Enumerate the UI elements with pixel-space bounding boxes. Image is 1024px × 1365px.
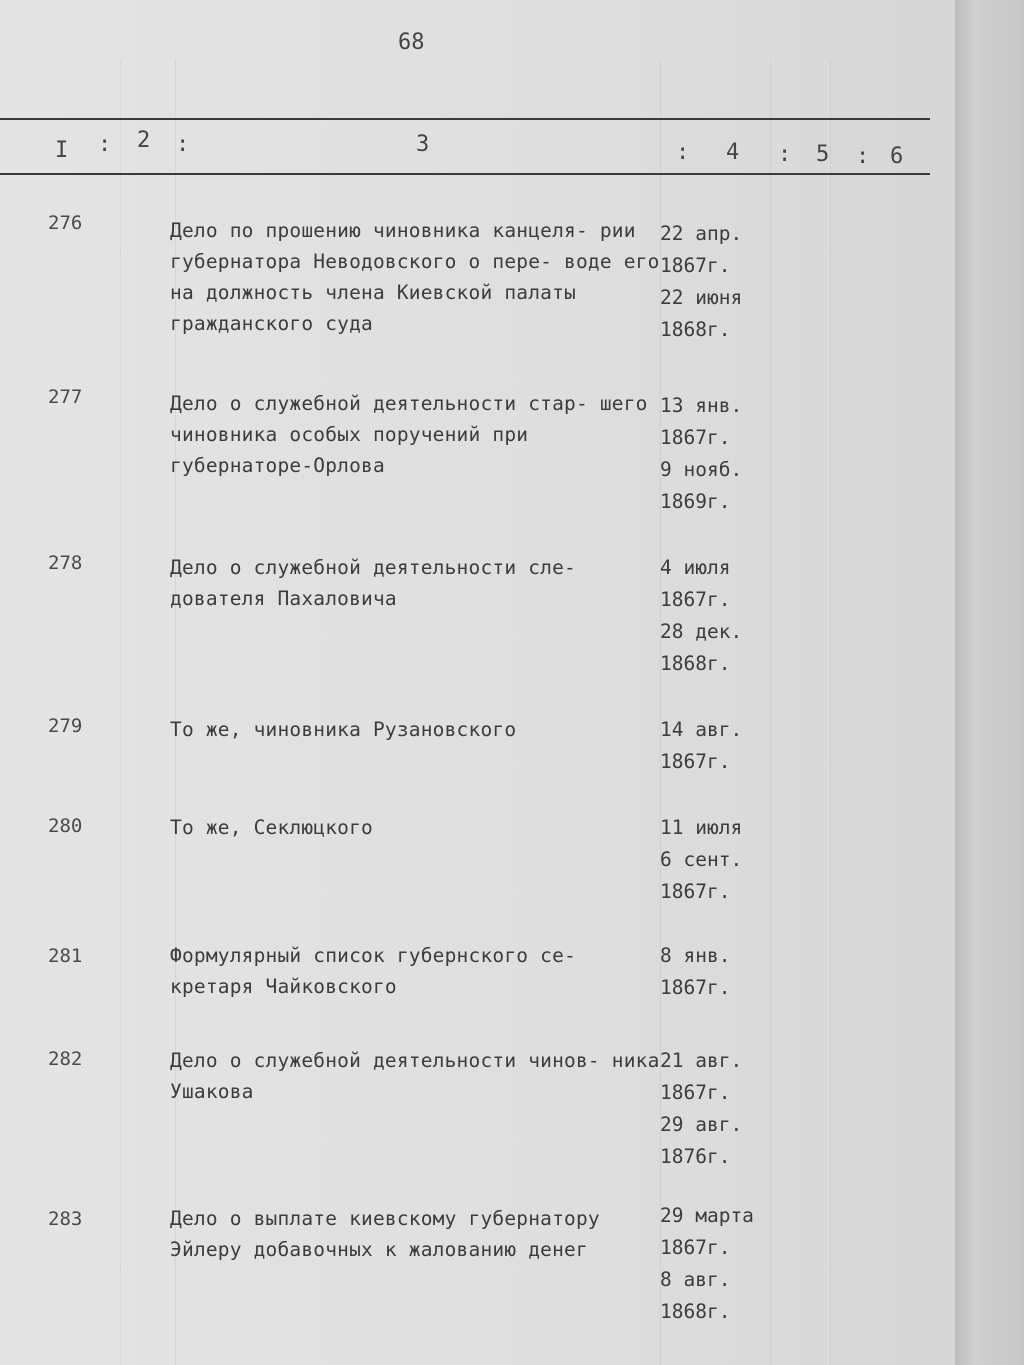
- entry-number: 282: [48, 1048, 83, 1070]
- entry-dates: [660, 552, 780, 680]
- entry-date: 1867г.: [660, 880, 731, 903]
- column-header-5: 5: [816, 142, 830, 167]
- entry-date: 1869г.: [660, 490, 731, 513]
- column-guide: [120, 60, 121, 1365]
- entry-number: 278: [48, 552, 83, 574]
- entry-title: То же, Секлюцкого: [170, 816, 373, 839]
- entry-title: Дело о служебной деятельности стар- шего чиновника особых поручений при губернаторе-Орлова: [170, 392, 648, 477]
- column-guide: [830, 60, 831, 1365]
- entry-title: Дело по прошению чиновника канцеля- рии губернатора Неводовского о пере- воде его на должность члена Киевской палаты гражданского суда: [170, 219, 660, 335]
- entry-number: 279: [48, 715, 83, 737]
- entry-date: 1876г.: [660, 1145, 731, 1168]
- entry-date: 22 апр.: [660, 222, 743, 245]
- entry-date: 29 авг.: [660, 1113, 743, 1136]
- entry-dates: [660, 940, 780, 1004]
- entry-date: 1867г.: [660, 1081, 731, 1104]
- entry-date: 1867г.: [660, 426, 731, 449]
- page-edge-shadow: [955, 0, 1024, 1365]
- entry-date: 1868г.: [660, 1300, 731, 1323]
- header-rule-top: [0, 118, 930, 120]
- page-number: 68: [398, 30, 425, 55]
- entry-title: Дело о выплате киевскому губернатору Эйлеру добавочных к жалованию денег: [170, 1207, 600, 1261]
- entry-dates: [660, 812, 780, 908]
- column-separator: :: [778, 142, 792, 167]
- entry-title: Дело о служебной деятельности чинов- ника Ушакова: [170, 1049, 660, 1103]
- entry-number: 280: [48, 815, 83, 837]
- entry-number: 276: [48, 212, 83, 234]
- entry-dates: [660, 1045, 780, 1173]
- entry-date: 21 авг.: [660, 1049, 743, 1072]
- entry-date: 6 сент.: [660, 848, 743, 871]
- entry-date: 28 дек.: [660, 620, 743, 643]
- entry-date: 8 авг.: [660, 1268, 731, 1291]
- column-separator: :: [856, 144, 870, 169]
- entry-number: 281: [48, 945, 83, 967]
- entry-date: 22 июня: [660, 286, 743, 309]
- column-header-6: 6: [890, 144, 904, 169]
- entry-date: 1868г.: [660, 652, 731, 675]
- entry-date: 4 июля: [660, 556, 731, 579]
- entry-dates: [660, 1200, 780, 1328]
- entry-title: Дело о служебной деятельности сле- дователя Пахаловича: [170, 556, 576, 610]
- column-separator: :: [98, 132, 112, 157]
- entry-dates: [660, 390, 780, 518]
- entry-date: 13 янв.: [660, 394, 743, 417]
- entry-date: 1868г.: [660, 318, 731, 341]
- entry-date: 1867г.: [660, 750, 731, 773]
- entry-title: Формулярный список губернского се- кретаря Чайковского: [170, 944, 576, 998]
- column-separator: :: [676, 140, 690, 165]
- column-header-3: 3: [416, 132, 430, 157]
- header-rule-bottom: [0, 173, 930, 175]
- column-separator: :: [176, 132, 190, 157]
- entry-date: 1867г.: [660, 1236, 731, 1259]
- column-header-4: 4: [726, 140, 740, 165]
- entry-title: То же, чиновника Рузановского: [170, 718, 517, 741]
- column-header-2: 2: [137, 128, 151, 153]
- entry-dates: [660, 218, 780, 346]
- entry-date: 1867г.: [660, 254, 731, 277]
- entry-date: 1867г.: [660, 976, 731, 999]
- entry-date: 11 июля: [660, 816, 743, 839]
- entry-dates: [660, 714, 780, 778]
- entry-number: 283: [48, 1208, 83, 1230]
- entry-date: 14 авг.: [660, 718, 743, 741]
- entry-date: 29 марта: [660, 1204, 754, 1227]
- entry-number: 277: [48, 386, 83, 408]
- entry-date: 1867г.: [660, 588, 731, 611]
- entry-date: 8 янв.: [660, 944, 731, 967]
- entry-date: 9 нояб.: [660, 458, 743, 481]
- column-header-1: I: [55, 138, 69, 163]
